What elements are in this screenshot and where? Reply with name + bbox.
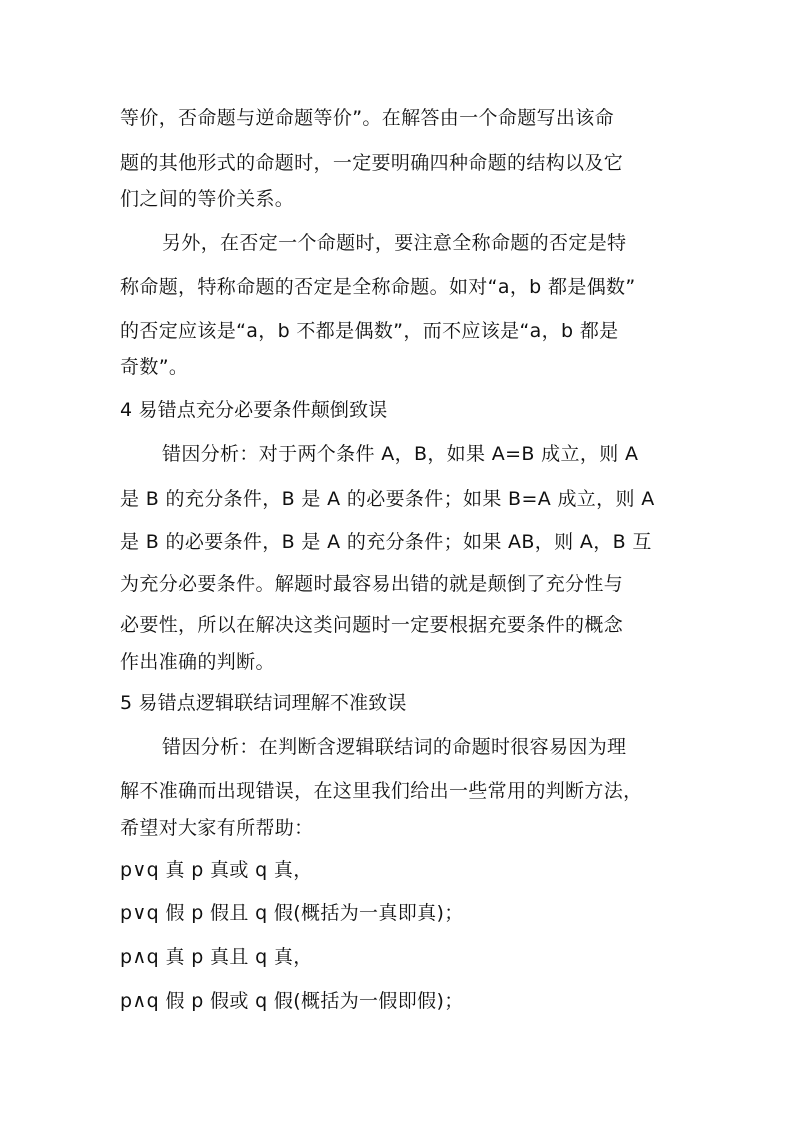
paragraph-line: 题的其他形式的命题时，一定要明确四种命题的结构以及它 — [120, 152, 624, 174]
paragraph-line: 奇数”。 — [120, 356, 189, 378]
logic-rule-line: p∨q 真 p 真或 q 真， — [120, 859, 313, 881]
paragraph-line: 错因分析：在判断含逻辑联结词的命题时很容易因为理 — [162, 736, 627, 758]
paragraph-line: 必要性，所以在解决这类问题时一定要根据充要条件的概念 — [120, 614, 624, 636]
paragraph-line: 错因分析：对于两个条件 A，B，如果 A=B 成立，则 A — [162, 443, 639, 465]
paragraph-line: 的否定应该是“a，b 不都是偶数”，而不应该是“a，b 都是 — [120, 320, 619, 342]
paragraph-line: 们之间的等价关系。 — [120, 188, 295, 210]
section-heading: 4 易错点充分必要条件颠倒致误 — [120, 399, 388, 421]
section-heading: 5 易错点逻辑联结词理解不准致误 — [120, 692, 407, 714]
paragraph-line: 等价，否命题与逆命题等价”。在解答由一个命题写出该命 — [120, 107, 614, 129]
paragraph-line: 另外，在否定一个命题时，要注意全称命题的否定是特 — [162, 232, 627, 254]
paragraph-line: 解不准确而出现错误，在这里我们给出一些常用的判断方法， — [120, 780, 643, 802]
paragraph-line: 是 B 的必要条件，B 是 A 的充分条件；如果 AB，则 A，B 互 — [120, 531, 652, 553]
paragraph-line: 作出准确的判断。 — [120, 651, 275, 673]
logic-rule-line: p∧q 真 p 真且 q 真， — [120, 946, 313, 968]
logic-rule-line: p∨q 假 p 假且 q 假(概括为一真即真)； — [120, 902, 464, 924]
logic-rule-line: p∧q 假 p 假或 q 假(概括为一假即假)； — [120, 990, 464, 1012]
paragraph-line: 为充分必要条件。解题时最容易出错的就是颠倒了充分性与 — [120, 573, 624, 595]
paragraph-line: 是 B 的充分条件，B 是 A 的必要条件；如果 B=A 成立，则 A — [120, 488, 655, 510]
paragraph-line: 希望对大家有所帮助： — [120, 817, 314, 839]
paragraph-line: 称命题，特称命题的否定是全称命题。如对“a，b 都是偶数” — [120, 276, 636, 298]
